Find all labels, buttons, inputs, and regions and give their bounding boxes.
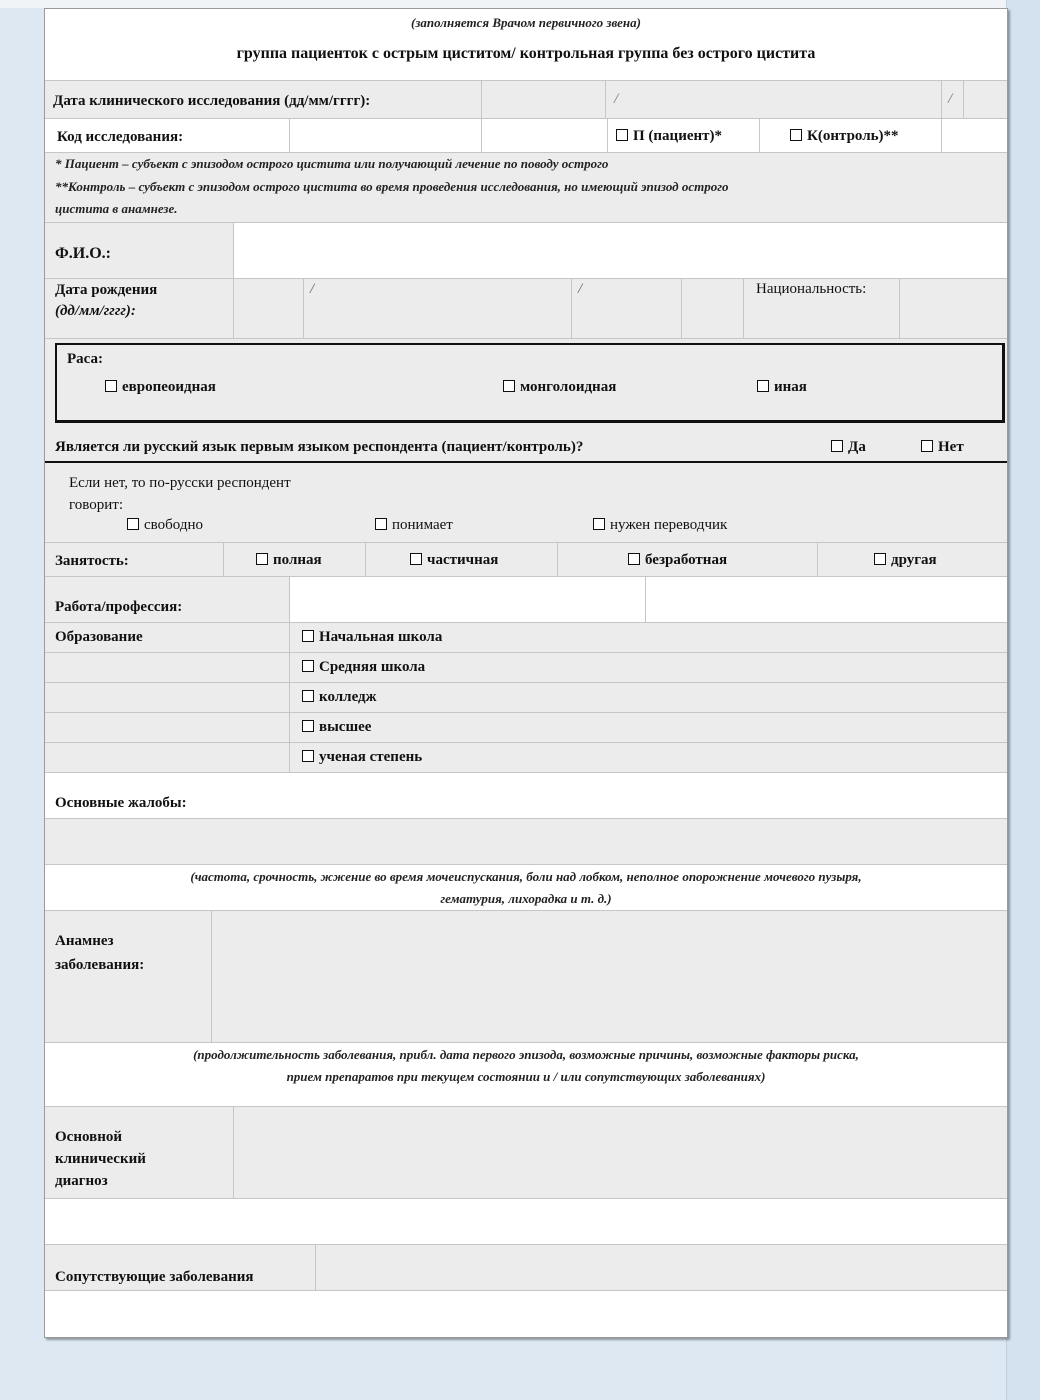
language-yes-option[interactable]: Да	[831, 439, 866, 456]
complaints-field[interactable]	[45, 819, 1007, 865]
race-label: Раса:	[67, 351, 103, 367]
filled-by-note: (заполняется Врачом первичного звена)	[411, 15, 641, 30]
education-option-cell-3	[289, 683, 1007, 712]
top-edge	[0, 0, 1040, 8]
education-higher-checkbox[interactable]	[302, 720, 314, 732]
language-followup	[45, 463, 1007, 543]
education-option-college[interactable]: колледж	[302, 689, 377, 706]
study-date-label: Дата клинического исследования (дд/мм/гггг):	[53, 93, 371, 109]
employment-partial-cell	[365, 543, 557, 576]
anamnesis-hint	[45, 1043, 1007, 1107]
birth-month-field[interactable]: /	[303, 279, 571, 338]
birth-year-field[interactable]: /	[571, 279, 681, 338]
race-other-checkbox[interactable]	[757, 380, 769, 392]
education-label: Образование	[55, 629, 143, 645]
patient-checkbox[interactable]	[616, 129, 628, 141]
fluency-interpreter-checkbox[interactable]	[593, 518, 605, 530]
nationality-field[interactable]	[899, 279, 1007, 338]
fluency-option-fluent[interactable]: свободно	[127, 517, 203, 534]
employment-unemployed-cell	[557, 543, 817, 576]
anamnesis-hint-line2: прием препаратов при текущем состоянии и / или сопутствующих заболеваниях)	[286, 1069, 766, 1084]
education-degree-checkbox[interactable]	[302, 750, 314, 762]
fio-field[interactable]	[233, 223, 1007, 278]
complaints-row	[45, 773, 1007, 819]
race-mongoloid-checkbox[interactable]	[503, 380, 515, 392]
race-european-checkbox[interactable]	[105, 380, 117, 392]
anamnesis-label: Анамнез	[55, 933, 114, 949]
language-row	[45, 437, 1007, 463]
language-question: Является ли русский язык первым языком респондента (пациент/контроль)?	[55, 439, 584, 455]
window-scroll-area[interactable]	[1006, 0, 1040, 1400]
comorbidities-label: Сопутствующие заболевания	[55, 1269, 254, 1285]
employment-full-cell	[223, 543, 365, 576]
questionnaire-page	[44, 8, 1008, 1338]
education-option-cell-2	[289, 653, 1007, 682]
patient-option-cell	[607, 119, 759, 152]
birth-format-label: (дд/мм/гггг):	[55, 303, 136, 319]
anamnesis-hint-line1: (продолжительность заболевания, прибл. дата первого эпизода, возможные причины, возможные факторы риска,	[193, 1047, 859, 1062]
diagnosis-label-2: клинический	[55, 1151, 146, 1167]
education-option-degree[interactable]: ученая степень	[302, 749, 422, 766]
study-code-extra-field[interactable]	[941, 119, 1007, 152]
nationality-label-cell	[743, 279, 899, 338]
education-college-checkbox[interactable]	[302, 690, 314, 702]
education-secondary-checkbox[interactable]	[302, 660, 314, 672]
patient-footnote: * Пациент – субъект с эпизодом острого цистита или получающий лечение по поводу острого	[55, 156, 609, 171]
comorbidities-field[interactable]	[315, 1245, 1007, 1290]
education-primary-checkbox[interactable]	[302, 630, 314, 642]
education-option-cell-4	[289, 713, 1007, 742]
employment-partial-checkbox[interactable]	[410, 553, 422, 565]
anamnesis-row	[45, 911, 1007, 1043]
race-section	[45, 339, 1007, 437]
control-footnote-cont: цистита в анамнезе.	[55, 201, 178, 216]
education-option-primary[interactable]: Начальная школа	[302, 629, 442, 646]
education-option-cell-1	[289, 623, 1007, 652]
birth-extra-field[interactable]	[681, 279, 743, 338]
employment-other-cell	[817, 543, 1007, 576]
patient-option[interactable]: П (пациент)*	[616, 128, 722, 145]
employment-unemployed-checkbox[interactable]	[628, 553, 640, 565]
form-header	[45, 9, 1007, 81]
employment-option-full[interactable]: полная	[256, 552, 322, 569]
complaints-hint-line1: (частота, срочность, жжение во время мочеиспускания, боли над лобком, неполное опорожнение мочевого пузыря,	[190, 869, 862, 884]
education-option-cell-5	[289, 743, 1007, 772]
group-title: группа пациенток с острым циститом/ контрольная группа без острого цистита	[236, 45, 816, 62]
race-option-other[interactable]: иная	[757, 379, 807, 396]
language-yes-checkbox[interactable]	[831, 440, 843, 452]
diagnosis-label: Основной	[55, 1129, 122, 1145]
profession-field[interactable]	[289, 577, 645, 622]
study-date-year-field[interactable]: /	[941, 81, 963, 118]
employment-row	[45, 543, 1007, 577]
study-date-day-field[interactable]	[481, 81, 605, 118]
anamnesis-label-2: заболевания:	[55, 957, 145, 973]
fio-label: Ф.И.О.:	[55, 245, 111, 262]
study-code-field[interactable]	[289, 119, 481, 152]
race-box	[55, 343, 1005, 423]
employment-label: Занятость:	[55, 553, 129, 569]
complaints-hint-line2: гематурия, лихорадка и т. д.)	[440, 891, 612, 906]
diagnosis-field[interactable]	[233, 1107, 1007, 1198]
language-followup-text: Если нет, то по-русски респондент	[69, 475, 291, 491]
race-option-mongoloid[interactable]: монголоидная	[503, 379, 616, 396]
language-followup-text-2: говорит:	[69, 497, 124, 513]
complaints-label: Основные жалобы:	[55, 795, 187, 811]
fluency-understands-checkbox[interactable]	[375, 518, 387, 530]
control-option[interactable]: К(онтроль)**	[790, 128, 899, 145]
diagnosis-extra-field[interactable]	[45, 1199, 1007, 1245]
education-row-4	[45, 713, 1007, 743]
education-option-higher[interactable]: высшее	[302, 719, 371, 736]
birth-label: Дата рождения	[55, 282, 158, 298]
comorbidities-row	[45, 1245, 1007, 1291]
employment-full-checkbox[interactable]	[256, 553, 268, 565]
study-code-label: Код исследования:	[57, 129, 184, 145]
comorbidities-extra-field[interactable]	[45, 1291, 1007, 1337]
education-row-3	[45, 683, 1007, 713]
complaints-hint	[45, 865, 1007, 911]
education-row-2	[45, 653, 1007, 683]
control-footnote: **Контроль – субъект с эпизодом острого цистита во время проведения исследования, но имеющий эпизод острого	[55, 179, 729, 194]
diagnosis-label-3: диагноз	[55, 1173, 108, 1189]
anamnesis-field[interactable]	[211, 911, 1007, 1042]
fluency-fluent-checkbox[interactable]	[127, 518, 139, 530]
study-date-month-field[interactable]: /	[605, 81, 941, 118]
fio-row	[45, 223, 1007, 279]
profession-label: Работа/профессия:	[55, 599, 183, 615]
language-no-checkbox[interactable]	[921, 440, 933, 452]
birth-row	[45, 279, 1007, 339]
study-date-row	[45, 81, 1007, 119]
diagnosis-row	[45, 1107, 1007, 1199]
control-checkbox[interactable]	[790, 129, 802, 141]
study-code-row	[45, 119, 1007, 153]
profession-field-2[interactable]	[645, 577, 1007, 622]
fluency-option-interpreter[interactable]: нужен переводчик	[593, 517, 727, 534]
race-option-european[interactable]: европеоидная	[105, 379, 216, 396]
education-row-1	[45, 623, 1007, 653]
nationality-label: Национальность:	[756, 281, 867, 297]
footnotes	[45, 153, 1007, 223]
employment-option-partial[interactable]: частичная	[410, 552, 498, 569]
education-option-secondary[interactable]: Средняя школа	[302, 659, 425, 676]
study-code-field-2[interactable]	[481, 119, 607, 152]
education-row-5	[45, 743, 1007, 773]
language-no-option[interactable]: Нет	[921, 439, 964, 456]
birth-day-field[interactable]	[233, 279, 303, 338]
study-date-extra-field[interactable]	[963, 81, 1007, 118]
employment-option-unemployed[interactable]: безработная	[628, 552, 727, 569]
fluency-option-understands[interactable]: понимает	[375, 517, 453, 534]
profession-row	[45, 577, 1007, 623]
control-option-cell	[759, 119, 941, 152]
employment-option-other[interactable]: другая	[874, 552, 937, 569]
employment-other-checkbox[interactable]	[874, 553, 886, 565]
